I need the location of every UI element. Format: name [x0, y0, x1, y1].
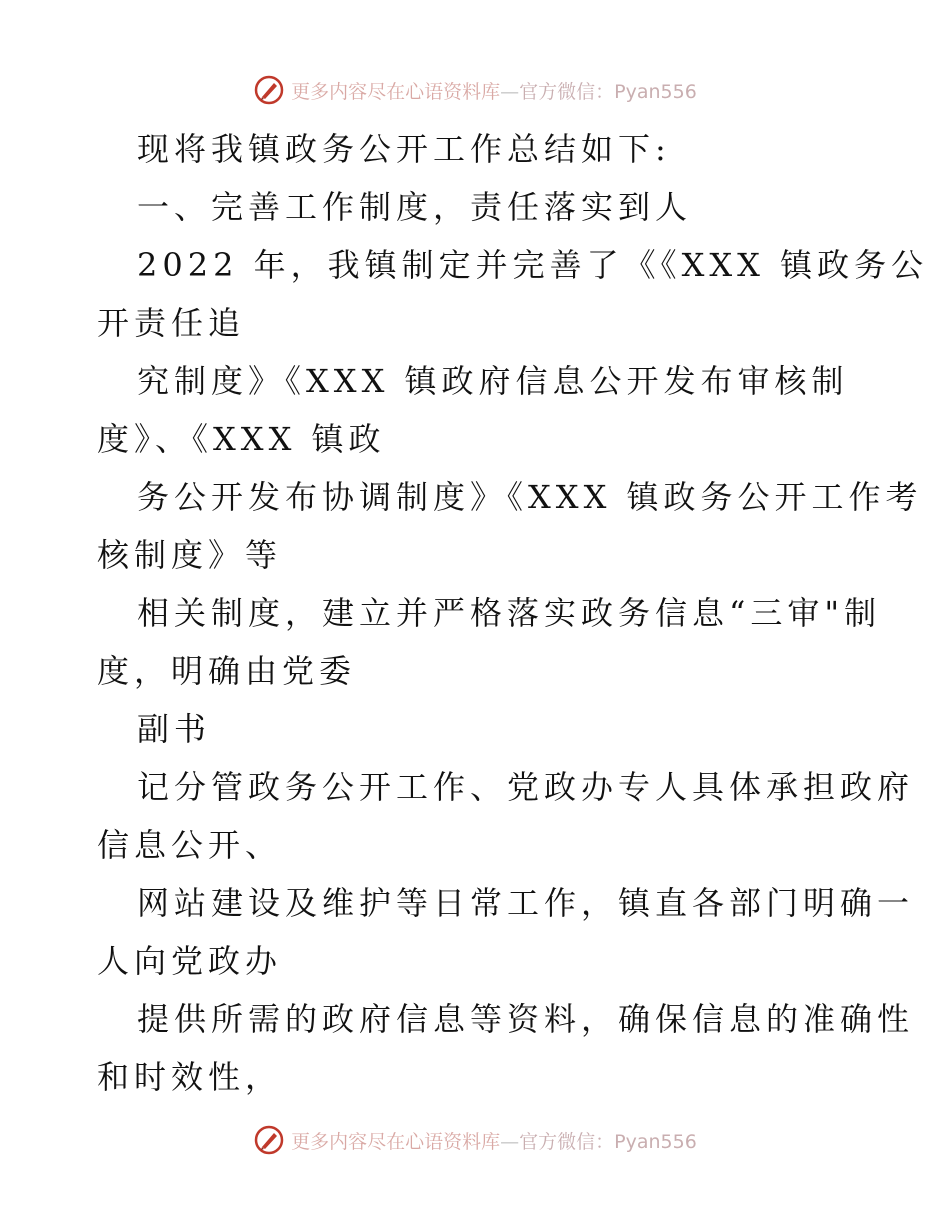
- paragraph-line: 信息公开、: [97, 826, 283, 864]
- paragraph-line: 务公开发布协调制度》《XXX 镇政务公开工作考: [137, 478, 923, 516]
- watermark-site-text: 更多内容尽在心语资料库: [291, 80, 501, 103]
- paragraph-line: 人向党政办: [97, 942, 283, 980]
- paragraph-line: 现将我镇政务公开工作总结如下:: [137, 130, 671, 168]
- pen-seal-icon: [253, 1124, 285, 1156]
- watermark-separator: —: [500, 80, 520, 103]
- watermark-banner-top: [0, 70, 950, 110]
- paragraph-line: 2022 年，我镇制定并完善了《《XXX 镇政务公: [137, 246, 929, 284]
- watermark-site-text: 更多内容尽在心语资料库: [291, 1130, 501, 1153]
- paragraph-line: 核制度》等: [97, 536, 283, 574]
- paragraph-line: 开责任追: [97, 304, 246, 342]
- watermark-contact-text: 官方微信：Pyan556: [519, 80, 697, 103]
- paragraph-line: 度，明确由党委: [97, 652, 357, 690]
- watermark-banner-bottom: [0, 1120, 950, 1160]
- document-body: [97, 120, 929, 1106]
- paragraph-line: 度》、《XXX 镇政: [97, 420, 386, 458]
- pen-seal-icon: [253, 74, 285, 106]
- paragraph-line: 和时效性，: [97, 1058, 283, 1096]
- watermark-separator: —: [500, 1130, 520, 1153]
- section-heading: 一、完善工作制度，责任落实到人: [137, 188, 693, 226]
- paragraph-line: 提供所需的政府信息等资料，确保信息的准确性: [137, 1000, 915, 1038]
- paragraph-line: 记分管政务公开工作、党政办专人具体承担政府: [137, 768, 915, 806]
- watermark-contact-text: 官方微信：Pyan556: [519, 1130, 697, 1153]
- paragraph-line: 副书: [137, 710, 212, 748]
- paragraph-line: 究制度》《XXX 镇政府信息公开发布审核制: [137, 362, 849, 400]
- paragraph-line: 网站建设及维护等日常工作，镇直各部门明确一: [137, 884, 915, 922]
- paragraph-line: 相关制度，建立并严格落实政务信息“三审"制: [137, 594, 882, 632]
